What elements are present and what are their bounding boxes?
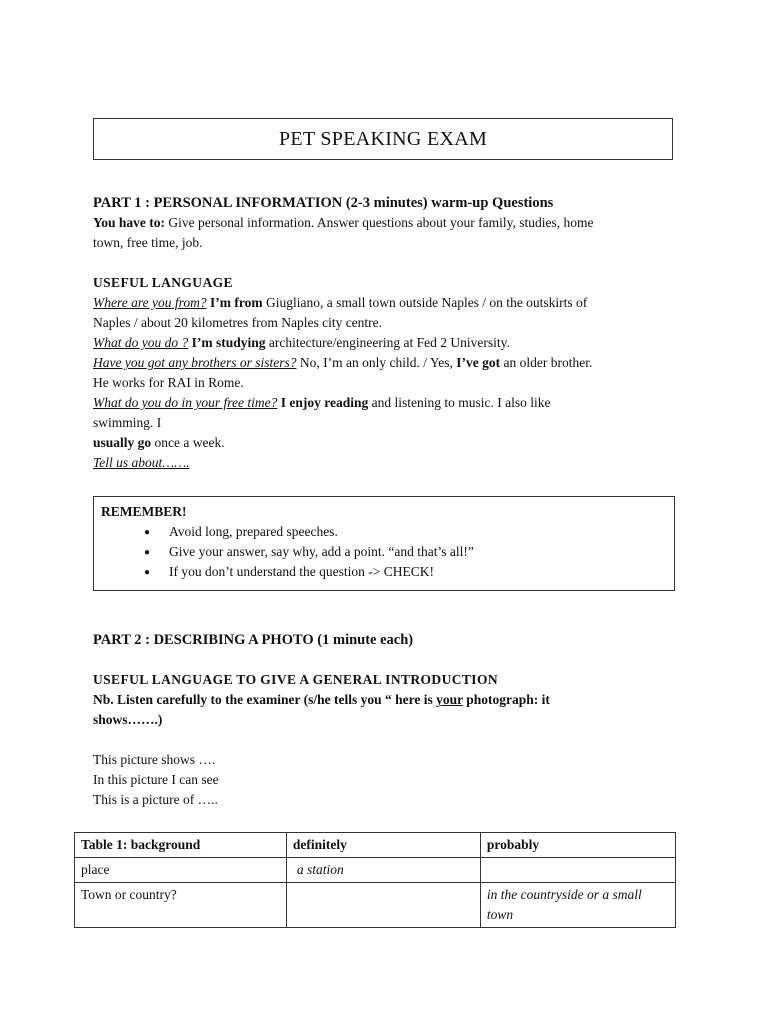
table-row: [75, 883, 676, 928]
table-header-row: [75, 833, 676, 858]
answer-text: and listening to music. I also like: [368, 395, 551, 410]
intro-phrase: In this picture I can see: [93, 772, 219, 787]
list-item: [144, 562, 434, 583]
qa-siblings-cont: He works for RAI in Rome.: [93, 375, 244, 390]
part1-heading: PART 1 : PERSONAL INFORMATION (2-3 minutes) warm-up Questions: [93, 195, 554, 211]
answer-text: Giugliano, a small town outside Naples / on the outskirts of: [262, 295, 588, 310]
intro-phrase: This is a picture of …..: [93, 792, 218, 807]
you-have-to-text: Give personal information. Answer questions about your family, studies, home: [165, 215, 594, 230]
question-free-time: What do you do in your free time?: [93, 395, 278, 410]
qa-free-time-cont2: [93, 433, 683, 453]
list-item: [144, 522, 338, 543]
answer-bold: I’ve got: [456, 355, 501, 370]
remember-box: [93, 496, 675, 591]
table-header-cell: definitely: [286, 833, 480, 858]
part1-you-have-to: [93, 213, 683, 233]
qa-siblings: [93, 353, 683, 373]
answer-bold: usually go: [93, 435, 152, 450]
you-have-to-label: You have to:: [93, 215, 166, 230]
table-cell: [480, 858, 675, 883]
answer-bold: I’m studying: [188, 335, 266, 350]
page-title: PET SPEAKING EXAM: [278, 127, 488, 150]
answer-text: No, I’m an only child. / Yes,: [296, 355, 457, 370]
answer-text: once a week.: [151, 435, 225, 450]
bullet-icon: ●: [144, 527, 151, 538]
list-item-text: Avoid long, prepared speeches.: [169, 524, 338, 539]
background-table: [74, 832, 676, 928]
question-siblings: Have you got any brothers or sisters?: [93, 355, 297, 370]
table-cell: in the countryside or a small town: [480, 883, 675, 928]
note-underlined: your: [436, 692, 463, 707]
part2-useful-language-heading: USEFUL LANGUAGE TO GIVE A GENERAL INTRODUCTION: [93, 672, 498, 687]
bullet-icon: ●: [144, 567, 151, 578]
qa-free-time: [93, 393, 683, 413]
part2-note: [93, 690, 683, 710]
question-tell-us: Tell us about…….: [93, 455, 190, 470]
part2-heading: PART 2 : DESCRIBING A PHOTO (1 minute each): [93, 632, 414, 648]
part1-useful-language-heading: USEFUL LANGUAGE: [93, 275, 233, 290]
note-text: Nb. Listen carefully to the examiner (s/he tells you “ here is: [93, 692, 437, 707]
question-where-from: Where are you from?: [93, 295, 207, 310]
note-text: photograph: it: [462, 692, 550, 707]
intro-phrase: This picture shows ….: [93, 752, 216, 767]
answer-text: architecture/engineering at Fed 2 University.: [265, 335, 510, 350]
answer-bold: I’m from: [206, 295, 263, 310]
table-header-cell: probably: [480, 833, 675, 858]
table-cell: Town or country?: [75, 883, 287, 928]
qa-where-from-cont: Naples / about 20 kilometres from Naples city centre.: [93, 315, 383, 330]
question-what-do: What do you do ?: [93, 335, 189, 350]
table-cell: [286, 883, 480, 928]
qa-where-from: [93, 293, 683, 313]
table-row: [75, 858, 676, 883]
qa-tell-us: [93, 453, 683, 473]
qa-what-do: [93, 333, 683, 353]
table-header-cell: Table 1: background: [75, 833, 287, 858]
qa-free-time-cont: swimming. I: [93, 415, 162, 430]
table-cell: a station: [286, 858, 480, 883]
table-cell: place: [75, 858, 287, 883]
remember-heading: REMEMBER!: [101, 504, 187, 519]
list-item: [144, 542, 474, 563]
answer-bold: I enjoy reading: [277, 395, 369, 410]
title-box: [93, 118, 673, 160]
part2-note-cont: shows…….): [93, 712, 163, 727]
you-have-to-text-cont: town, free time, job.: [93, 235, 203, 250]
list-item-text: If you don’t understand the question -> CHECK!: [169, 564, 434, 579]
bullet-icon: ●: [144, 547, 151, 558]
answer-text: an older brother.: [500, 355, 593, 370]
list-item-text: Give your answer, say why, add a point. “and that’s all!”: [169, 544, 474, 559]
